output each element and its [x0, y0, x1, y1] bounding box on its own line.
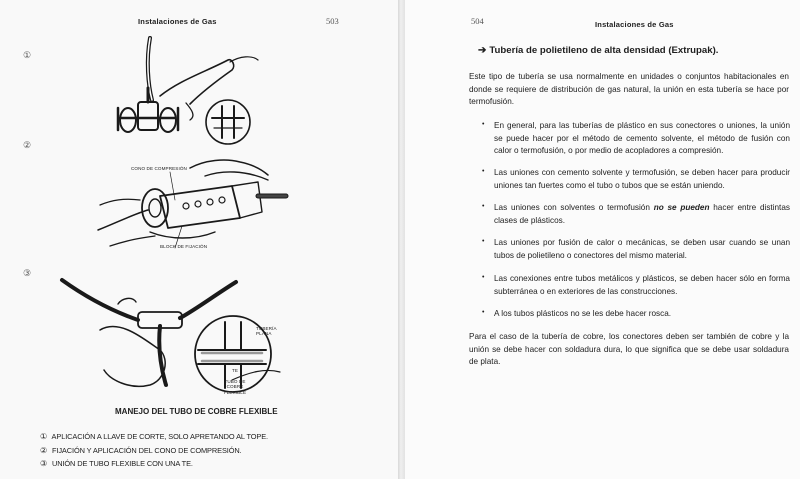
label-flat-pipe: TUBERÍA PLANA: [256, 326, 277, 337]
bullet-item: Las uniones con cemento solvente y termofusión, se deben hacer para producir uniones tan fuertes como el tubo o tubos que se están uniendo.: [494, 168, 790, 190]
bullet-text: hacer entre distintas clases de plásticos.: [494, 203, 790, 225]
valve-figure: [118, 38, 258, 144]
figure-title: MANEJO DEL TUBO DE COBRE FLEXIBLE: [115, 407, 278, 416]
caption-mark: ②: [40, 446, 48, 455]
bullet-item: Las conexiones entre tubos metálicos y plásticos, se deben hacer sólo en forma subterránea o en exteriores de las construcciones.: [494, 274, 790, 296]
bullet-icon: •: [482, 121, 485, 128]
closing-paragraph: Para el caso de la tubería de cobre, los conectores deben ser también de cobre y la unión se debe hacer con soldadura dura, lo que significa que se debe usar soldadura de plata.: [469, 332, 789, 367]
intro-paragraph: Este tipo de tubería se usa normalmente en unidades o conjuntos habitacionales en donde se requiere de distribución de gas natural, la unión en esta tubería se hace por termofusión.: [469, 72, 789, 107]
right-page: [405, 0, 800, 479]
caption-item: [40, 432, 268, 441]
bullet-item: Las uniones por fusión de calor o mecánicas, se deben usar cuando se unan tubos de polietileno o conectores del mismo material.: [494, 238, 790, 260]
bullet-text: Las uniones con solventes o termofusión: [494, 203, 654, 212]
caption-text: UNIÓN DE TUBO FLEXIBLE CON UNA TE.: [51, 459, 193, 468]
book-gutter: [398, 0, 405, 479]
caption-item: [40, 459, 193, 468]
left-page-header: Instalaciones de Gas: [138, 17, 217, 26]
bullet-icon: •: [482, 203, 485, 210]
bullet-item: [494, 202, 790, 227]
right-page-number: 504: [471, 16, 484, 26]
step-mark-1: ①: [23, 50, 32, 60]
bullet-icon: •: [482, 168, 485, 175]
label-fixing-block: BLOCK DE FIJACIÓN: [160, 244, 208, 249]
label-copper-tube: TUBO DE COBRE FLEXIBLE: [223, 379, 247, 395]
label-tee: TE: [232, 368, 239, 373]
caption-text: FIJACIÓN Y APLICACIÓN DEL CONO DE COMPRESIÓN.: [51, 446, 242, 455]
subtitle-text: Tubería de polietileno de alta densidad (Extrupak).: [489, 45, 719, 56]
compression-cone-figure: [98, 160, 286, 248]
caption-mark: ③: [40, 459, 48, 468]
caption-text: APLICACIÓN A LLAVE DE CORTE, SOLO APRETANDO AL TOPE.: [51, 432, 269, 441]
left-page-number: 503: [326, 16, 339, 26]
arrow-right-icon: ➔: [478, 45, 487, 56]
step-mark-2: ②: [23, 140, 32, 150]
section-subtitle: [478, 45, 718, 56]
bullet-icon: •: [482, 309, 485, 316]
left-page: [0, 0, 398, 479]
step-mark-3: ③: [23, 268, 32, 278]
right-page-header: Instalaciones de Gas: [595, 20, 674, 29]
bullet-icon: •: [482, 274, 485, 281]
label-compression-cone: CONO DE COMPRESIÓN: [131, 166, 187, 171]
tee-union-figure: [62, 280, 280, 392]
bullet-item: En general, para las tuberías de plástico en sus conectores o uniones, la unión se puede hacer por el método de cemento solvente, el método de fusión con calor o termofusión, o por medio de acopladores a compresión.: [494, 121, 790, 156]
bullet-item: A los tubos plásticos no se les debe hacer rosca.: [494, 309, 672, 318]
caption-mark: ①: [40, 432, 48, 441]
caption-item: [40, 446, 242, 455]
bullet-icon: •: [482, 238, 485, 245]
bullet-emphasis: no se pueden: [653, 203, 710, 212]
